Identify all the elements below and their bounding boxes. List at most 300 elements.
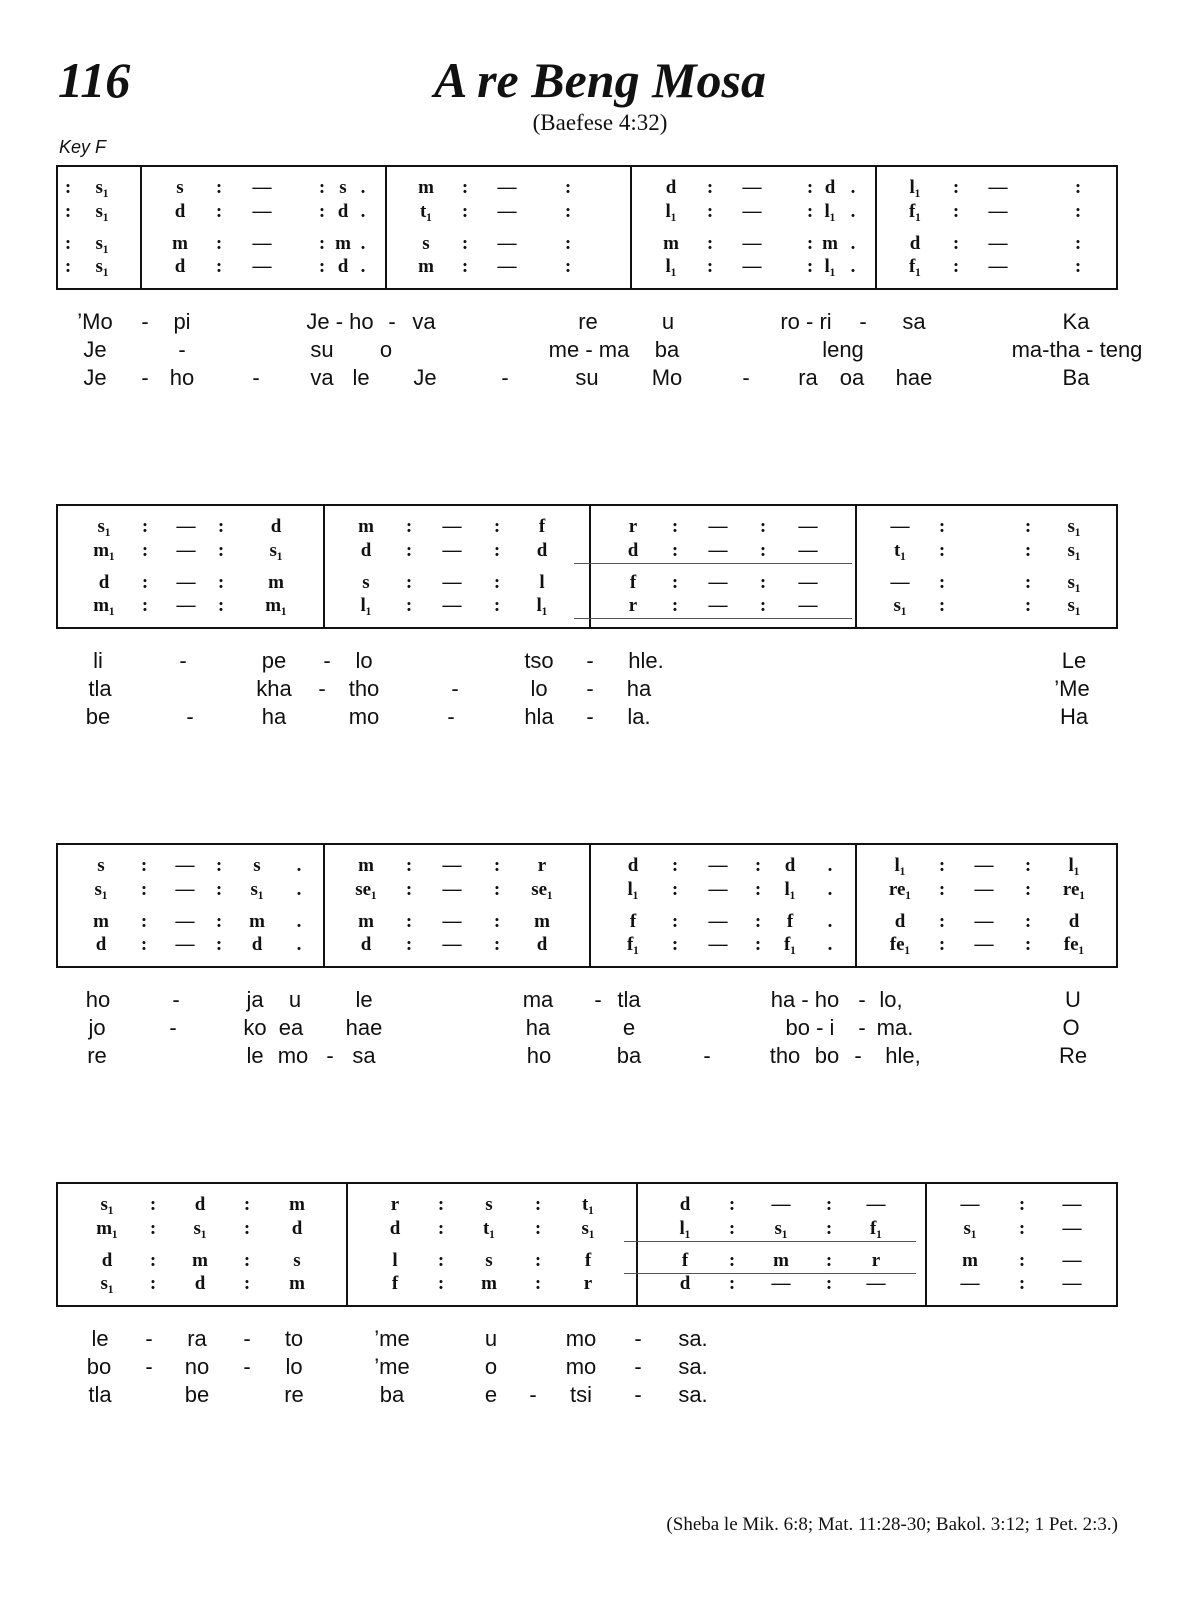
solfa-note: s₁ — [95, 201, 109, 222]
solfa-note: — — [497, 256, 517, 277]
solfa-note: r — [628, 516, 638, 537]
solfa-note: m — [418, 256, 434, 277]
solfa-note: — — [974, 911, 994, 932]
solfa-note: d — [194, 1194, 206, 1215]
solfa-note: : — [564, 256, 572, 277]
lyric-syllable: - — [858, 987, 866, 1012]
solfa-note: : — [437, 1194, 445, 1215]
lyric-syllable: tla — [88, 1382, 112, 1407]
solfa-note: t₁ — [482, 1218, 496, 1239]
solfa-note: f₁ — [908, 201, 922, 222]
solfa-note: d — [194, 1273, 206, 1294]
solfa-note: : — [149, 1194, 157, 1215]
solfa-note: — — [176, 572, 196, 593]
solfa-note: fe₁ — [1063, 934, 1085, 955]
lyric-syllable: ha — [261, 704, 287, 729]
solfa-note: s — [485, 1250, 493, 1271]
bar-line — [323, 845, 325, 966]
lyric-syllable: ha — [525, 1015, 551, 1040]
lyric-syllable: ko — [243, 1015, 267, 1040]
solfa-note: s₁ — [1067, 595, 1081, 616]
lyric-syllable: ’me — [374, 1354, 410, 1379]
lyric-syllable: - — [388, 309, 396, 334]
solfa-note: — — [497, 233, 517, 254]
solfa-note: — — [176, 516, 196, 537]
solfa-note: : — [493, 595, 501, 616]
solfa-note: d — [784, 855, 796, 876]
solfa-note: d — [174, 256, 186, 277]
solfa-note: l — [539, 572, 545, 593]
lyric-syllable: ma. — [876, 1015, 914, 1040]
solfa-note: : — [952, 201, 960, 222]
lyric-syllable: jo — [88, 1015, 106, 1040]
solfa-note: : — [64, 233, 72, 254]
solfa-note: d — [101, 1250, 113, 1271]
solfa-note: f — [629, 572, 637, 593]
lyric-syllable: - — [323, 648, 331, 673]
solfa-note: — — [798, 595, 818, 616]
solfa-note: s₁ — [193, 1218, 207, 1239]
lyric-syllable: bo - i — [785, 1015, 835, 1040]
solfa-note: : — [405, 911, 413, 932]
solfa-note: : — [671, 595, 679, 616]
music-system — [56, 504, 1118, 629]
solfa-note: : — [754, 934, 762, 955]
lyric-syllable: ho — [85, 987, 111, 1012]
solfa-note: d — [251, 934, 263, 955]
solfa-note: d — [98, 572, 110, 593]
lyric-syllable: ho — [526, 1043, 552, 1068]
solfa-note: : — [140, 855, 148, 876]
solfa-note: : — [1024, 911, 1032, 932]
solfa-note: — — [175, 934, 195, 955]
lyric-syllable: ja — [246, 987, 264, 1012]
lyric-syllable: - — [318, 676, 326, 701]
lyric-syllable: bo — [86, 1354, 112, 1379]
lyric-syllable: sa — [902, 309, 926, 334]
lyric-syllable: le — [246, 1043, 264, 1068]
solfa-note: l₁ — [824, 256, 836, 277]
solfa-note: . — [360, 201, 366, 222]
solfa-note: : — [64, 201, 72, 222]
solfa-note: : — [728, 1250, 736, 1271]
solfa-note: — — [497, 201, 517, 222]
solfa-note: : — [217, 540, 225, 561]
solfa-note: : — [140, 934, 148, 955]
lyric-syllable: le — [91, 1326, 109, 1351]
lyric-syllable: be — [184, 1382, 210, 1407]
solfa-note: l₁ — [909, 177, 921, 198]
lyric-syllable: mo — [348, 704, 380, 729]
solfa-note: — — [866, 1273, 886, 1294]
solfa-note: : — [318, 177, 326, 198]
solfa-note: : — [825, 1194, 833, 1215]
solfa-note: — — [1062, 1194, 1082, 1215]
solfa-note: : — [564, 201, 572, 222]
lyric-syllable: ba — [654, 337, 680, 362]
solfa-note: . — [827, 855, 833, 876]
lyric-syllable: ea — [278, 1015, 304, 1040]
lyric-syllable: Ka — [1062, 309, 1090, 334]
solfa-note: : — [671, 934, 679, 955]
lyric-syllable: - — [451, 676, 459, 701]
solfa-note: l₁ — [360, 595, 372, 616]
lyric-syllable: Je — [83, 337, 107, 362]
lyric-syllable: va — [310, 365, 334, 390]
solfa-note: : — [1074, 256, 1082, 277]
solfa-note: m — [192, 1250, 208, 1271]
solfa-note: — — [1062, 1218, 1082, 1239]
solfa-note: d — [909, 233, 921, 254]
solfa-note: m — [335, 233, 351, 254]
solfa-note: l₁ — [536, 595, 548, 616]
solfa-note: — — [771, 1194, 791, 1215]
solfa-note: : — [318, 233, 326, 254]
solfa-note: d — [389, 1218, 401, 1239]
solfa-note: : — [461, 201, 469, 222]
lyric-syllable: - — [141, 365, 149, 390]
solfa-note: — — [771, 1273, 791, 1294]
lyric-syllable: - — [141, 309, 149, 334]
solfa-note: : — [728, 1194, 736, 1215]
solfa-note: m — [534, 911, 550, 932]
solfa-note: l₁ — [679, 1218, 691, 1239]
solfa-note: m — [268, 572, 284, 593]
lyric-syllable: bo — [814, 1043, 840, 1068]
solfa-note: : — [806, 177, 814, 198]
solfa-note: : — [564, 233, 572, 254]
lyric-syllable: - — [859, 309, 867, 334]
lyric-syllable: mo — [565, 1354, 597, 1379]
solfa-note: . — [827, 879, 833, 900]
solfa-note: : — [64, 177, 72, 198]
solfa-note: : — [1074, 201, 1082, 222]
solfa-note: d — [679, 1194, 691, 1215]
lyric-syllable: - — [586, 648, 594, 673]
lyric-syllable: sa. — [678, 1354, 708, 1379]
solfa-note: . — [827, 934, 833, 955]
solfa-note: s — [362, 572, 370, 593]
solfa-note: l₁ — [824, 201, 836, 222]
solfa-note: m — [822, 233, 838, 254]
solfa-note: m — [962, 1250, 978, 1271]
bar-line — [855, 845, 857, 966]
solfa-note: — — [988, 256, 1008, 277]
lyric-syllable: le — [355, 987, 373, 1012]
solfa-note: — — [442, 855, 462, 876]
solfa-note: : — [215, 177, 223, 198]
solfa-note: t₁ — [419, 201, 433, 222]
solfa-note: d — [174, 201, 186, 222]
solfa-note: : — [437, 1250, 445, 1271]
solfa-note: s₁ — [893, 595, 907, 616]
solfa-note: : — [1074, 177, 1082, 198]
lyric-syllable: le — [352, 365, 370, 390]
lyric-syllable: hle. — [628, 648, 664, 673]
solfa-note: d — [291, 1218, 303, 1239]
solfa-note: : — [1018, 1250, 1026, 1271]
bar-line — [875, 167, 877, 288]
solfa-note: : — [938, 572, 946, 593]
lyric-syllable: - — [634, 1326, 642, 1351]
solfa-note: — — [1062, 1250, 1082, 1271]
solfa-note: — — [252, 177, 272, 198]
lyric-syllable: ho — [169, 365, 195, 390]
solfa-note: : — [141, 540, 149, 561]
solfa-note: : — [706, 177, 714, 198]
lyric-syllable: li — [93, 648, 103, 673]
lyric-syllable: e — [622, 1015, 636, 1040]
solfa-note: d — [824, 177, 836, 198]
lyric-syllable: re — [87, 1043, 107, 1068]
lyric-syllable: Ba — [1062, 365, 1090, 390]
solfa-note: m — [289, 1194, 305, 1215]
solfa-note: l₁ — [665, 256, 677, 277]
solfa-note: f — [681, 1250, 689, 1271]
lyric-syllable: ma — [522, 987, 554, 1012]
solfa-note: — — [866, 1194, 886, 1215]
lyric-syllable: u — [484, 1326, 498, 1351]
solfa-note: — — [1062, 1273, 1082, 1294]
solfa-note: l₁ — [894, 855, 906, 876]
solfa-note: — — [742, 233, 762, 254]
solfa-note: : — [493, 934, 501, 955]
solfa-note: s₁ — [269, 540, 283, 561]
solfa-note: : — [938, 934, 946, 955]
scripture-references: (Sheba le Mik. 6:8; Mat. 11:28-30; Bakol. 3:12; 1 Pet. 2:3.) — [666, 1514, 1118, 1535]
solfa-note: . — [850, 233, 856, 254]
lyric-syllable: Je — [413, 365, 437, 390]
solfa-note: — — [798, 572, 818, 593]
lyric-syllable: Je — [83, 365, 107, 390]
solfa-note: f₁ — [626, 934, 640, 955]
lyric-syllable: sa. — [678, 1326, 708, 1351]
solfa-note: — — [890, 572, 910, 593]
lyric-syllable: - — [243, 1354, 251, 1379]
solfa-note: d — [360, 540, 372, 561]
lyric-syllable: su — [575, 365, 599, 390]
solfa-note: : — [759, 595, 767, 616]
solfa-note: : — [493, 540, 501, 561]
solfa-note: : — [243, 1250, 251, 1271]
solfa-note: s — [422, 233, 430, 254]
solfa-note: — — [974, 934, 994, 955]
solfa-note: s₁ — [1067, 516, 1081, 537]
lyric-syllable: to — [284, 1326, 304, 1351]
solfa-note: s₁ — [581, 1218, 595, 1239]
lyric-syllable: kha — [256, 676, 292, 701]
solfa-note: f — [538, 516, 546, 537]
lyric-syllable: - — [145, 1326, 153, 1351]
solfa-note: : — [671, 879, 679, 900]
solfa-note: m₁ — [93, 540, 115, 561]
solfa-note: : — [461, 233, 469, 254]
solfa-note: . — [850, 201, 856, 222]
solfa-note: : — [534, 1218, 542, 1239]
solfa-note: : — [461, 256, 469, 277]
lyric-syllable: - — [742, 365, 750, 390]
lyric-syllable: - — [145, 1354, 153, 1379]
solfa-note: : — [1024, 572, 1032, 593]
solfa-note: : — [318, 256, 326, 277]
lyric-syllable: la. — [627, 704, 651, 729]
solfa-note: : — [405, 855, 413, 876]
solfa-note: : — [1018, 1273, 1026, 1294]
solfa-note: s — [176, 177, 184, 198]
solfa-note: s — [97, 855, 105, 876]
lyric-syllable: ra — [187, 1326, 207, 1351]
solfa-note: : — [825, 1250, 833, 1271]
hymn-title: A re Beng Mosa — [433, 52, 766, 108]
solfa-note: — — [890, 516, 910, 537]
bar-line — [346, 1184, 348, 1305]
solfa-note: : — [671, 911, 679, 932]
solfa-note: : — [405, 879, 413, 900]
music-system — [56, 1182, 1118, 1307]
lyric-syllable: pe — [261, 648, 287, 673]
bar-line — [323, 506, 325, 627]
lyric-syllable: tho — [348, 676, 380, 701]
solfa-note: m — [249, 911, 265, 932]
solfa-note: : — [1018, 1194, 1026, 1215]
lyric-syllable: lo, — [879, 987, 903, 1012]
tie-line — [624, 1241, 916, 1242]
solfa-note: : — [461, 177, 469, 198]
solfa-note: . — [850, 256, 856, 277]
solfa-note: : — [952, 233, 960, 254]
solfa-note: : — [1074, 233, 1082, 254]
solfa-note: f — [629, 911, 637, 932]
lyric-syllable: lo — [530, 676, 548, 701]
solfa-note: : — [806, 256, 814, 277]
solfa-note: d — [270, 516, 282, 537]
lyric-syllable: - — [703, 1043, 711, 1068]
solfa-note: : — [493, 911, 501, 932]
bar-line — [140, 167, 142, 288]
solfa-note: : — [141, 516, 149, 537]
solfa-note: : — [1018, 1218, 1026, 1239]
lyric-syllable: sa. — [678, 1382, 708, 1407]
lyric-syllable: - — [594, 987, 602, 1012]
solfa-note: d — [627, 855, 639, 876]
solfa-note: — — [974, 879, 994, 900]
scripture-subtitle: (Baefese 4:32) — [532, 110, 668, 135]
solfa-note: : — [938, 595, 946, 616]
solfa-note: — — [742, 177, 762, 198]
lyric-syllable: u — [661, 309, 675, 334]
solfa-note: : — [938, 911, 946, 932]
solfa-note: : — [825, 1273, 833, 1294]
solfa-note: s₁ — [1067, 540, 1081, 561]
bar-line — [855, 506, 857, 627]
lyric-syllable: mo — [565, 1326, 597, 1351]
solfa-note: — — [988, 233, 1008, 254]
lyric-syllable: O — [1062, 1015, 1080, 1040]
hymn-number: 116 — [58, 52, 131, 108]
solfa-note: s₁ — [1067, 572, 1081, 593]
solfa-note: — — [708, 879, 728, 900]
solfa-note: — — [442, 911, 462, 932]
solfa-note: : — [493, 572, 501, 593]
solfa-note: — — [798, 540, 818, 561]
solfa-note: : — [493, 879, 501, 900]
solfa-note: : — [149, 1250, 157, 1271]
music-system — [56, 843, 1118, 968]
solfa-note: : — [405, 934, 413, 955]
solfa-note: l₁ — [1068, 855, 1080, 876]
lyric-syllable: no — [184, 1354, 210, 1379]
solfa-note: — — [708, 540, 728, 561]
solfa-note: — — [974, 855, 994, 876]
solfa-note: f — [584, 1250, 592, 1271]
tie-line — [574, 618, 852, 619]
solfa-note: se₁ — [355, 879, 377, 900]
lyric-syllable: oa — [839, 365, 865, 390]
solfa-note: — — [252, 256, 272, 277]
solfa-note: — — [252, 201, 272, 222]
lyric-syllable: sa — [352, 1043, 376, 1068]
solfa-note: — — [442, 540, 462, 561]
solfa-note: — — [252, 233, 272, 254]
solfa-note: — — [175, 879, 195, 900]
solfa-note: : — [706, 201, 714, 222]
solfa-note: re₁ — [1062, 879, 1086, 900]
solfa-note: : — [534, 1250, 542, 1271]
solfa-note: m — [358, 855, 374, 876]
solfa-note: : — [759, 516, 767, 537]
lyric-syllable: re — [284, 1382, 304, 1407]
solfa-note: l₁ — [784, 879, 796, 900]
solfa-note: : — [952, 256, 960, 277]
solfa-note: : — [1024, 934, 1032, 955]
solfa-note: : — [1024, 879, 1032, 900]
solfa-note: . — [360, 233, 366, 254]
solfa-note: s₁ — [97, 516, 111, 537]
solfa-note: : — [952, 177, 960, 198]
solfa-note: — — [960, 1194, 980, 1215]
lyric-syllable: - — [186, 704, 194, 729]
lyric-syllable: tso — [524, 648, 554, 673]
solfa-note: : — [405, 595, 413, 616]
lyric-syllable: be — [85, 704, 111, 729]
solfa-note: . — [296, 855, 302, 876]
solfa-note: : — [938, 855, 946, 876]
lyric-syllable: re — [578, 309, 598, 334]
lyric-syllable: ra — [798, 365, 818, 390]
lyric-syllable: ba — [379, 1382, 405, 1407]
lyric-syllable: - — [447, 704, 455, 729]
tie-line — [624, 1273, 916, 1274]
lyric-syllable: - — [243, 1326, 251, 1351]
solfa-note: t₁ — [581, 1194, 595, 1215]
solfa-note: — — [708, 572, 728, 593]
solfa-note: : — [243, 1273, 251, 1294]
solfa-note: d — [536, 934, 548, 955]
solfa-note: r — [628, 595, 638, 616]
lyric-syllable: - — [634, 1382, 642, 1407]
solfa-note: : — [140, 911, 148, 932]
solfa-note: : — [671, 572, 679, 593]
solfa-note: : — [64, 256, 72, 277]
lyric-syllable: o — [379, 337, 393, 362]
solfa-note: — — [442, 516, 462, 537]
solfa-note: d — [337, 201, 349, 222]
solfa-note: s₁ — [100, 1194, 114, 1215]
solfa-note: m — [358, 516, 374, 537]
solfa-note: — — [497, 177, 517, 198]
lyric-syllable: Re — [1058, 1043, 1088, 1068]
solfa-note: re₁ — [888, 879, 912, 900]
